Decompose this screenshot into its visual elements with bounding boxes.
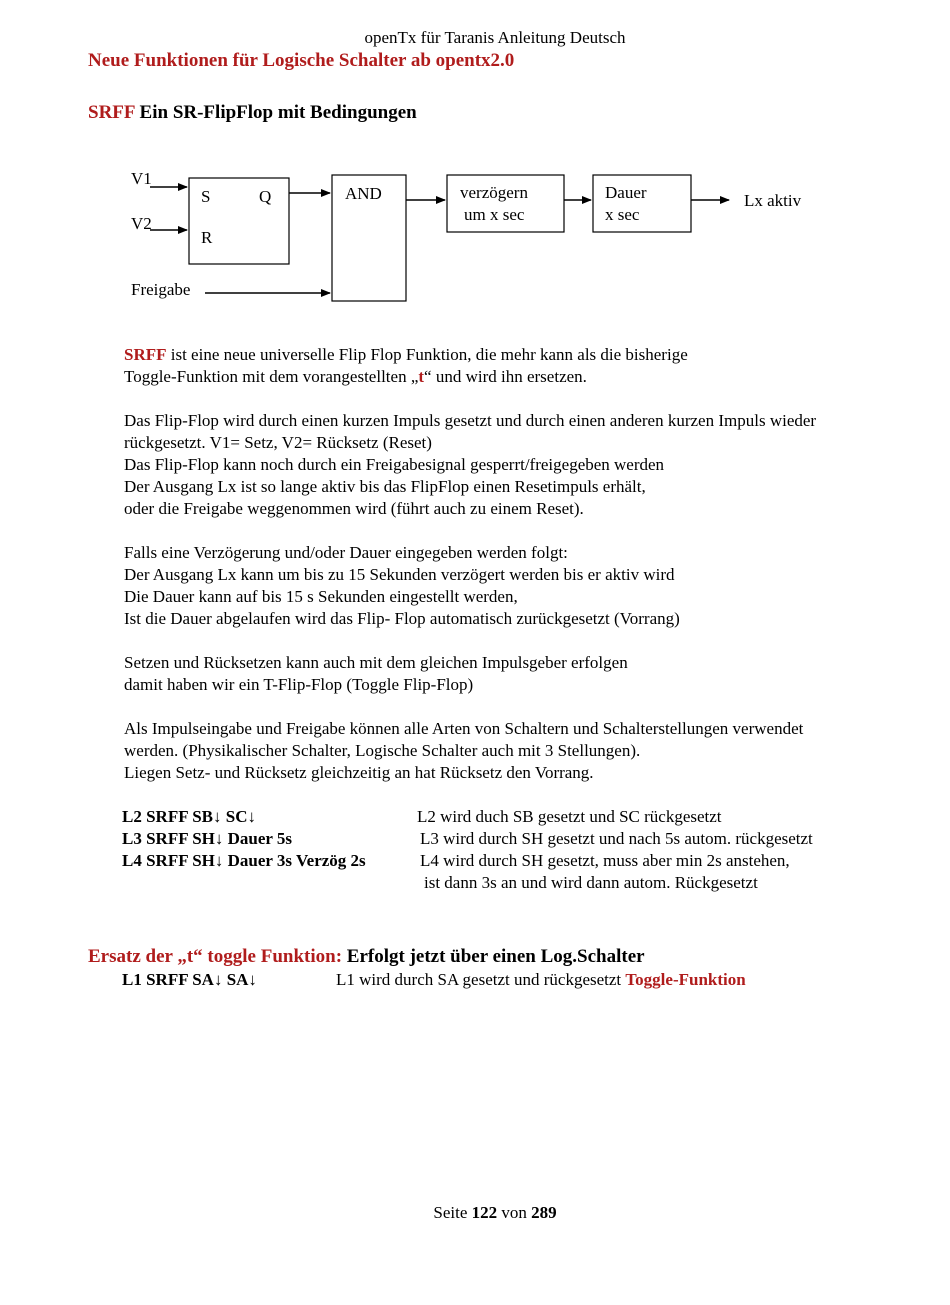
flipflop-q: Q bbox=[259, 187, 272, 206]
example-desc-l2: L2 wird duch SB gesetzt und SC rückgesetzt bbox=[417, 807, 722, 826]
text-line: rückgesetzt. V1= Setz, V2= Rücksetz (Reset) bbox=[124, 433, 432, 452]
footer-mid: von bbox=[497, 1203, 532, 1222]
text-line: Das Flip-Flop kann noch durch ein Freigabesignal gesperrt/freigegeben werden bbox=[124, 455, 665, 474]
paragraph-delay bbox=[124, 542, 924, 630]
srff-block-diagram bbox=[0, 160, 950, 320]
section-heading bbox=[88, 102, 417, 124]
text-line: Der Ausgang Lx ist so lange aktiv bis das FlipFlop einen Resetimpuls erhält, bbox=[124, 477, 646, 496]
intro-srff: SRFF bbox=[124, 345, 167, 364]
input-v1-label: V1 bbox=[131, 169, 152, 188]
intro-line2-pre: Toggle-Funktion mit dem vorangestellten „ bbox=[124, 367, 419, 386]
intro-t: t bbox=[418, 367, 425, 386]
text-line: Als Impulseingabe und Freigabe können alle Arten von Schaltern und Schalterstellungen verwendet bbox=[124, 719, 804, 738]
paragraph-inputs bbox=[124, 718, 924, 784]
toggle-desc-red: Toggle-Funktion bbox=[625, 970, 746, 989]
text-line: Liegen Setz- und Rücksetz gleichzeitig an hat Rücksetz den Vorrang. bbox=[124, 763, 594, 782]
intro-line2-post: “ und wird ihn ersetzen. bbox=[424, 367, 587, 386]
intro-line1: ist eine neue universelle Flip Flop Funktion, die mehr kann als die bisherige bbox=[166, 345, 688, 364]
duration-label-1: Dauer bbox=[605, 183, 647, 202]
page-footer bbox=[0, 1203, 950, 1223]
text-line: Die Dauer kann auf bis 15 s Sekunden eingestellt werden, bbox=[124, 587, 518, 606]
text-line: Ist die Dauer abgelaufen wird das Flip- Flop automatisch zurückgesetzt (Vorrang) bbox=[124, 609, 680, 628]
text-line: Setzen und Rücksetzen kann auch mit dem gleichen Impulsgeber erfolgen bbox=[124, 653, 628, 672]
text-line: Das Flip-Flop wird durch einen kurzen Impuls gesetzt und durch einen anderen kurzen Impuls wieder bbox=[124, 411, 817, 430]
page-header: openTx für Taranis Anleitung Deutsch bbox=[364, 28, 626, 47]
output-label: Lx aktiv bbox=[744, 191, 802, 210]
page-title: Neue Funktionen für Logische Schalter ab opentx2.0 bbox=[88, 50, 515, 71]
text-line: werden. (Physikalischer Schalter, Logische Schalter auch mit 3 Stellungen). bbox=[124, 741, 641, 760]
example-desc-l4: L4 wird durch SH gesetzt, muss aber min 2s anstehen, bbox=[420, 851, 790, 870]
input-v2-label: V2 bbox=[131, 214, 152, 233]
flipflop-r: R bbox=[201, 228, 213, 247]
toggle-heading-black: Erfolgt jetzt über einen Log.Schalter bbox=[342, 946, 645, 967]
duration-label-2: x sec bbox=[605, 205, 640, 224]
toggle-example-desc bbox=[336, 969, 746, 991]
input-enable-label: Freigabe bbox=[131, 280, 191, 299]
toggle-desc-text: L1 wird durch SA gesetzt und rückgesetzt bbox=[336, 970, 626, 989]
delay-label-2: um x sec bbox=[464, 205, 525, 224]
flipflop-s: S bbox=[201, 187, 211, 206]
example-code-l2: L2 SRFF SB↓ SC↓ bbox=[122, 807, 256, 826]
footer-page-number: 122 bbox=[471, 1203, 498, 1222]
text-line: Falls eine Verzögerung und/oder Dauer eingegeben werden folgt: bbox=[124, 543, 568, 562]
paragraph-toggle bbox=[124, 652, 924, 696]
and-label: AND bbox=[345, 184, 382, 203]
text-line: Der Ausgang Lx kann um bis zu 15 Sekunden verzögert werden bis er aktiv wird bbox=[124, 565, 675, 584]
delay-label-1: verzögern bbox=[460, 183, 528, 202]
toggle-heading-red: Ersatz der „t“ toggle Funktion: bbox=[88, 946, 343, 967]
paragraph-flipflop bbox=[124, 410, 924, 520]
intro-paragraph bbox=[124, 344, 924, 388]
section-abbr: SRFF bbox=[88, 102, 135, 123]
footer-total-pages: 289 bbox=[531, 1203, 557, 1222]
example-code-l4: L4 SRFF SH↓ Dauer 3s Verzög 2s bbox=[122, 851, 366, 870]
toggle-heading bbox=[88, 946, 645, 968]
example-desc-l3: L3 wird durch SH gesetzt und nach 5s autom. rückgesetzt bbox=[420, 829, 813, 848]
toggle-example-code: L1 SRFF SA↓ SA↓ bbox=[122, 970, 257, 989]
text-line: oder die Freigabe weggenommen wird (führt auch zu einem Reset). bbox=[124, 499, 584, 518]
text-line: damit haben wir ein T-Flip-Flop (Toggle Flip-Flop) bbox=[124, 675, 474, 694]
section-title: Ein SR-FlipFlop mit Bedingungen bbox=[139, 102, 417, 123]
example-desc-l4-cont: ist dann 3s an und wird dann autom. Rückgesetzt bbox=[424, 873, 758, 892]
example-code-l3: L3 SRFF SH↓ Dauer 5s bbox=[122, 829, 293, 848]
footer-pre: Seite bbox=[433, 1203, 472, 1222]
